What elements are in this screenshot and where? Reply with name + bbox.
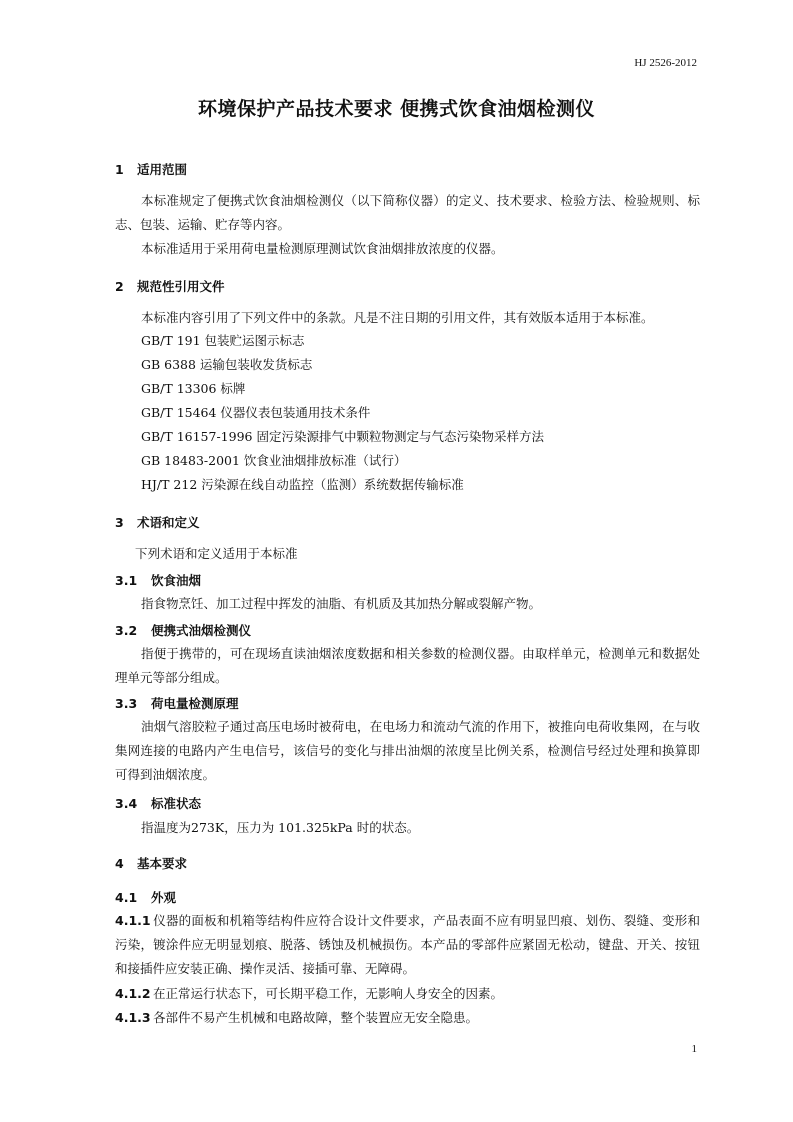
term-3-4-text: 指温度为273K，压力为 101.325kPa 时的状态。 bbox=[141, 820, 420, 835]
clause-4-1-2: 4.1.2 在正常运行状态下，可长期平稳工作，无影响人身安全的因素。 bbox=[115, 986, 504, 1001]
term-3-2-heading: 3.2 便携式油烟检测仪 bbox=[115, 623, 252, 638]
term-3-1-heading: 3.1 饮食油烟 bbox=[115, 573, 202, 588]
term-3-1-text: 指食物烹饪、加工过程中挥发的油脂、有机质及其加热分解或裂解产物。 bbox=[141, 596, 542, 611]
term-3-4-heading: 3.4 标准状态 bbox=[115, 796, 202, 811]
term-3-2-text: 指便于携带的，可在现场直读油烟浓度数据和相关参数的检测仪器。由取样单元，检测单元和数据处理单元等部分组成。 bbox=[115, 646, 700, 685]
reference-item: GB/T 13306 标牌 bbox=[141, 381, 246, 396]
term-3-3-heading: 3.3 荷电量检测原理 bbox=[115, 696, 239, 711]
reference-item: GB/T 16157-1996 固定污染源排气中颗粒物测定与气态污染物采样方法 bbox=[141, 429, 544, 444]
term-3-3-text: 油烟气溶胶粒子通过高压电场时被荷电，在电场力和流动气流的作用下，被推向电荷收集网，在与收集网连接的电路内产生电信号，该信号的变化与排出油烟的浓度呈比例关系，检测信号经过处理和换算即可得到油烟浓度。 bbox=[115, 719, 700, 782]
section-3-heading: 3 术语和定义 bbox=[115, 515, 200, 530]
clause-4-1-1: 4.1.1 仪器的面板和机箱等结构件应符合设计文件要求，产品表面不应有明显凹痕、划伤、裂缝、变形和污染，镀涂件应无明显划痕、脱落、锈蚀及机械损伤。本产品的零部件应紧固无松动，键盘、开关、按钮和接插件应安装正确、操作灵活、接插可靠、无障碍。 bbox=[115, 913, 700, 976]
reference-item: HJ/T 212 污染源在线自动监控（监测）系统数据传输标准 bbox=[141, 477, 464, 492]
page-title: 环境保护产品技术要求 便携式饮食油烟检测仪 bbox=[197, 98, 596, 120]
section-1-heading: 1 适用范围 bbox=[115, 162, 188, 177]
standard-code: HJ 2526-2012 bbox=[634, 57, 697, 69]
section-1-paragraph-1: 本标准规定了便携式饮食油烟检测仪（以下简称仪器）的定义、技术要求、检验方法、检验规则、标志、包装、运输、贮存等内容。 bbox=[115, 193, 700, 232]
section-1-paragraph-2: 本标准适用于采用荷电量检测原理测试饮食油烟排放浓度的仪器。 bbox=[141, 241, 504, 256]
section-4-heading: 4 基本要求 bbox=[115, 856, 188, 871]
page-number: 1 bbox=[691, 1043, 697, 1055]
section-2-intro: 本标准内容引用了下列文件中的条款。凡是不注日期的引用文件，其有效版本适用于本标准。 bbox=[141, 310, 654, 325]
reference-item: GB/T 191 包装贮运图示标志 bbox=[141, 333, 305, 348]
subsection-4-1-heading: 4.1 外观 bbox=[115, 890, 177, 905]
reference-item: GB/T 15464 仪器仪表包装通用技术条件 bbox=[141, 405, 371, 420]
section-2-heading: 2 规范性引用文件 bbox=[115, 279, 225, 294]
clause-4-1-3: 4.1.3 各部件不易产生机械和电路故障，整个装置应无安全隐患。 bbox=[115, 1010, 479, 1025]
section-3-intro: 下列术语和定义适用于本标准 bbox=[135, 546, 298, 561]
reference-item: GB 18483-2001 饮食业油烟排放标准（试行） bbox=[141, 453, 407, 468]
reference-item: GB 6388 运输包装收发货标志 bbox=[141, 357, 313, 372]
reference-list bbox=[115, 329, 700, 497]
